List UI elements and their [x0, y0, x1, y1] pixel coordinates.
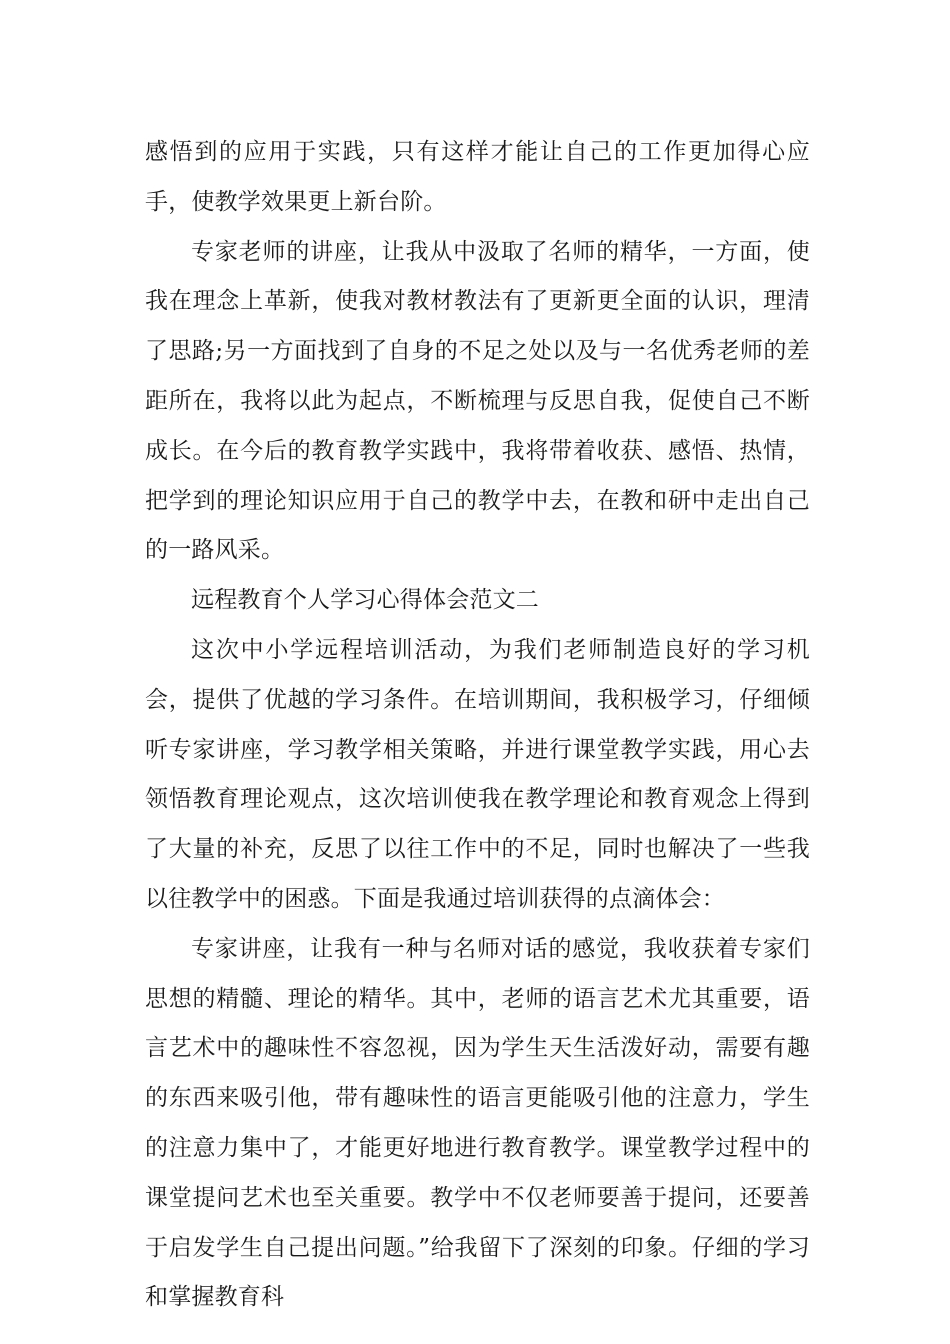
- document-body: [145, 128, 810, 1323]
- paragraph-expert-lecture: 专家老师的讲座，让我从中汲取了名师的精华，一方面，使我在理念上革新，使我对教材教法有了更新更全面的认识，理清了思路;另一方面找到了自身的不足之处以及与一名优秀老师的差距所在，我将以此为起点，不断梳理与反思自我，促使自己不断成长。在今后的教育教学实践中，我将带着收获、感悟、热情，把学到的理论知识应用于自己的教学中去，在教和研中走出自己的一路风采。: [145, 238, 810, 564]
- paragraph-training-intro: 这次中小学远程培训活动，为我们老师制造良好的学习机会，提供了优越的学习条件。在培训期间，我积极学习，仔细倾听专家讲座，学习教学相关策略，并进行课堂教学实践，用心去领悟教育理论观点，这次培训使我在教学理论和教育观念上得到了大量的补充，反思了以往工作中的不足，同时也解决了一些我以往教学中的困惑。下面是我通过培训获得的点滴体会：: [145, 636, 810, 912]
- paragraph-continuation: 感悟到的应用于实践，只有这样才能让自己的工作更加得心应手，使教学效果更上新台阶。: [145, 139, 810, 215]
- paragraph-lecture-reflection: 专家讲座，让我有一种与名师对话的感觉，我收获着专家们思想的精髓、理论的精华。其中，老师的语言艺术尤其重要，语言艺术中的趣味性不容忽视，因为学生天生活泼好动，需要有趣的东西来吸引他，带有趣味性的语言更能吸引他的注意力，学生的注意力集中了，才能更好地进行教育教学。课堂教学过程中的课堂提问艺术也至关重要。教学中不仅老师要善于提问，还要善于启发学生自己提出问题。”给我留下了深刻的印象。仔细的学习和掌握教育科: [145, 935, 810, 1311]
- section-title: 远程教育个人学习心得体会范文二: [191, 587, 539, 614]
